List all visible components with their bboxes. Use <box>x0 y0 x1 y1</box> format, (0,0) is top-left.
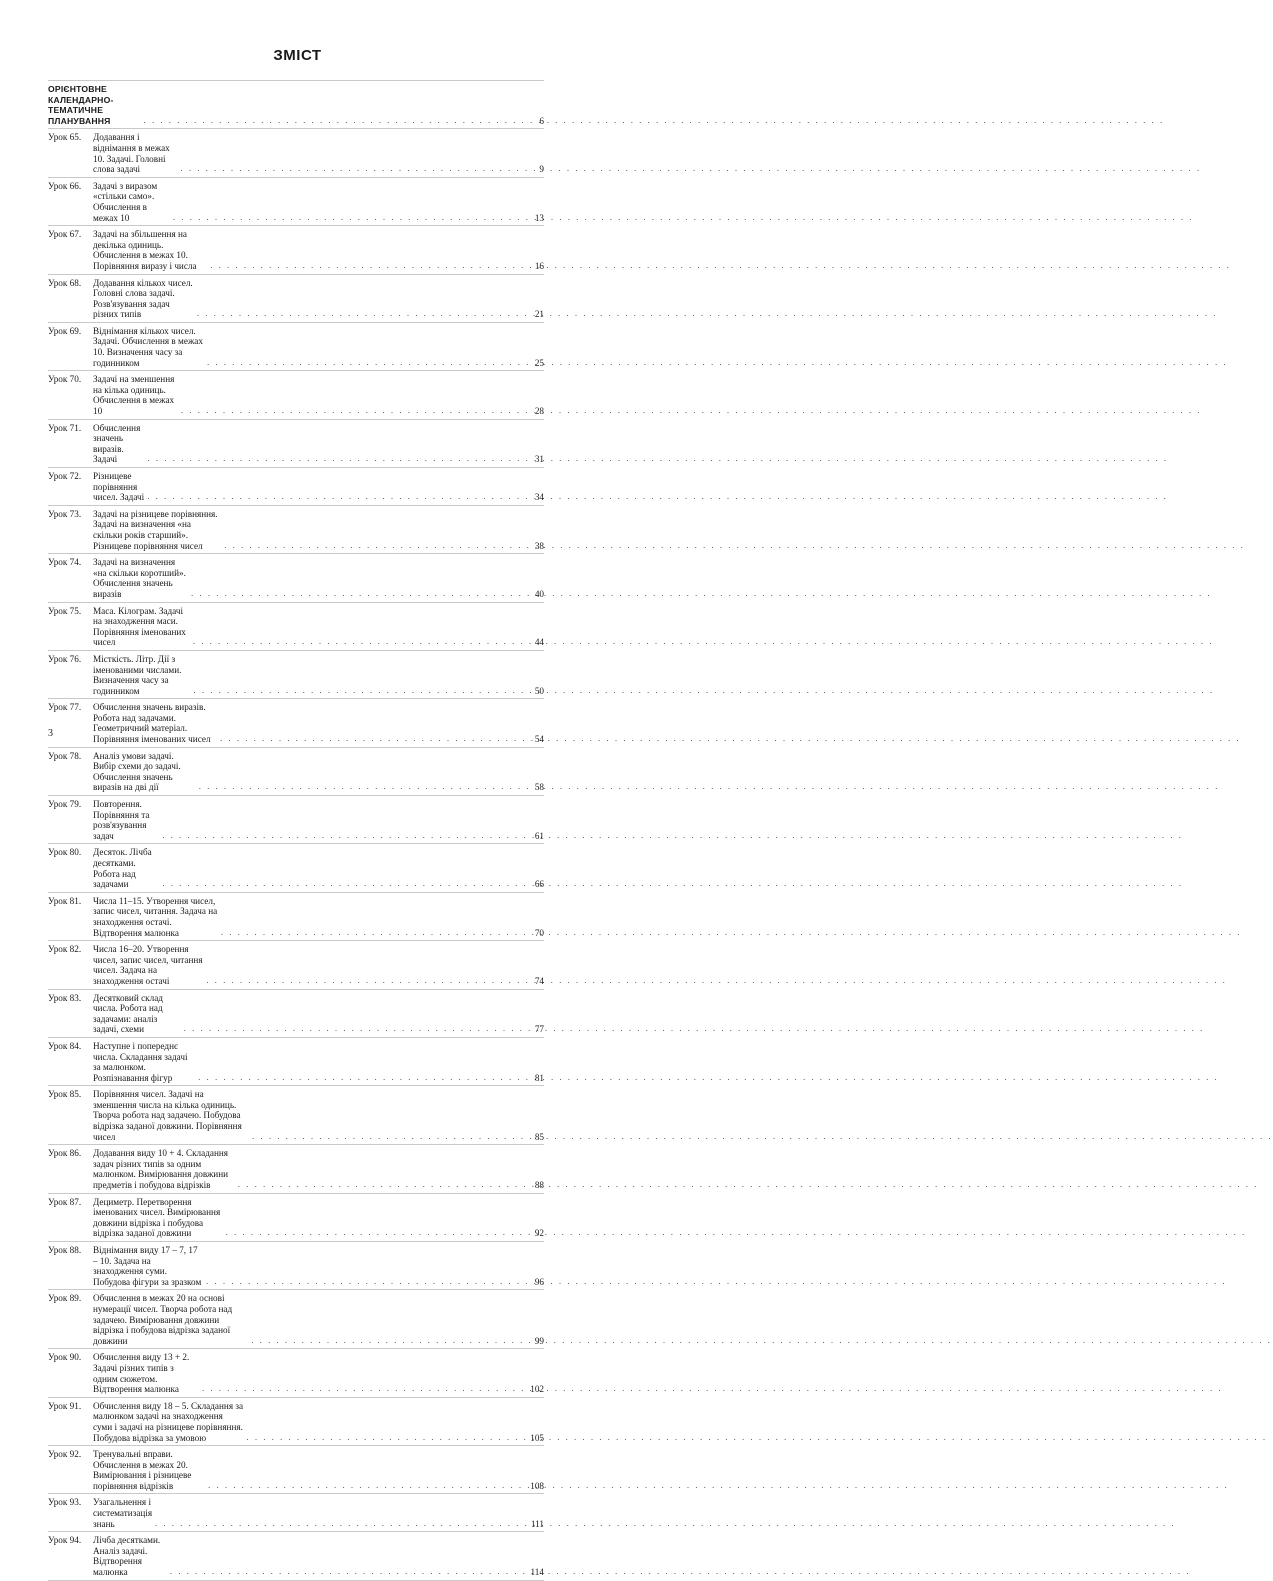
toc-page-number: 70 <box>534 927 544 938</box>
lesson-title: Десятковий склад числа. Робота над задачами: аналіз задачі, схеми <box>93 992 163 1035</box>
toc-page-number: 58 <box>534 782 544 793</box>
toc-entry-body <box>93 278 544 320</box>
toc-row[interactable] <box>48 990 544 1038</box>
toc-row[interactable] <box>48 1398 544 1446</box>
toc-row[interactable] <box>48 1494 544 1532</box>
lesson-title: Маса. Кілограм. Задачі на знаходження маси. Порівняння іменованих чисел <box>93 605 186 648</box>
toc-page-number: 54 <box>534 734 544 745</box>
dot-leader <box>159 831 526 842</box>
toc-page-number: 111 <box>530 1518 544 1529</box>
lesson-number: Урок 80. <box>48 847 82 858</box>
lesson-title: Додавання і віднімання в межах 10. Задачі. Головні слова задачі <box>93 132 170 175</box>
toc-entry-body <box>93 702 544 744</box>
dot-leader <box>145 454 526 465</box>
toc-row[interactable] <box>48 844 544 892</box>
toc-page-number: 108 <box>530 1480 544 1491</box>
lesson-number: Урок 93. <box>48 1497 82 1508</box>
toc-entry-body <box>93 181 544 223</box>
lesson-title: Обчислення значень виразів. Робота над задачами. Геометричний матеріал. Порівняння іменованих чисел <box>93 702 211 745</box>
toc-row[interactable] <box>48 554 544 602</box>
lesson-number: Урок 70. <box>48 374 82 385</box>
toc-entry-body <box>93 471 544 503</box>
toc-page-number: 28 <box>534 406 544 417</box>
toc-row[interactable] <box>48 371 544 419</box>
lesson-title: Числа 16–20. Утворення чисел, запис чисел, читання чисел. Задача на знаходження остачі <box>93 944 203 986</box>
lesson-title: Обчислення виду 13 + 2. Задачі різних типів з одним сюжетом. Відтворення малюнка <box>93 1352 190 1395</box>
dot-leader <box>196 782 526 793</box>
toc-entry-body <box>93 751 544 793</box>
lesson-number: Урок 82. <box>48 944 82 955</box>
toc-row[interactable] <box>48 178 544 226</box>
toc-row[interactable] <box>48 699 544 747</box>
toc-page-number: 40 <box>534 588 544 599</box>
lesson-number: Урок 66. <box>48 180 82 191</box>
lesson-number: Урок 88. <box>48 1245 82 1255</box>
dot-leader <box>167 1567 526 1578</box>
dot-leader <box>244 1433 526 1444</box>
table-of-contents <box>48 80 544 1581</box>
toc-entry-body <box>93 606 544 648</box>
toc-entry-body <box>93 1293 544 1346</box>
lesson-title: Віднімання виду 17 – 7, 17 – 10. Задача на знаходження суми. Побудова фігури за зразком <box>93 1245 202 1287</box>
lesson-number: Урок 89. <box>48 1293 82 1304</box>
toc-entry-body <box>93 654 544 696</box>
toc-page-number: 9 <box>539 164 544 175</box>
toc-row[interactable] <box>48 1242 544 1290</box>
toc-entry-body <box>93 1401 544 1443</box>
lesson-title: Узагальнення і систематизація знань <box>93 1497 153 1529</box>
toc-page-number: 74 <box>534 975 544 986</box>
dot-leader <box>152 1519 526 1530</box>
toc-row[interactable] <box>48 420 544 468</box>
toc-entry-body <box>93 326 544 368</box>
toc-page-number: 61 <box>534 830 544 841</box>
dot-leader <box>181 1024 526 1035</box>
dot-leader <box>199 1384 526 1395</box>
lesson-number: Урок 73. <box>48 508 82 519</box>
toc-page-number: 96 <box>534 1276 544 1287</box>
toc-row[interactable] <box>48 603 544 651</box>
lesson-number: Урок 83. <box>48 992 82 1003</box>
lesson-number: Урок 77. <box>48 702 82 713</box>
lesson-number: Урок 76. <box>48 653 82 664</box>
toc-row[interactable] <box>48 1194 544 1242</box>
page-number: 3 <box>48 728 53 739</box>
toc-page-number: 6 <box>539 115 544 126</box>
toc-page-number: 66 <box>534 879 544 890</box>
dot-leader <box>141 116 526 127</box>
dot-leader <box>217 734 526 745</box>
toc-page-number: 31 <box>534 454 544 465</box>
toc-entry-body <box>48 84 544 126</box>
lesson-title: Повторення. Порівняння та розв'язування задач <box>93 799 150 841</box>
lesson-title: Додавання кількох чисел. Головні слова задачі. Розв'язування задач різних типів <box>93 277 193 320</box>
toc-row[interactable] <box>48 129 544 177</box>
toc-row[interactable] <box>48 323 544 371</box>
lesson-list <box>48 129 544 1580</box>
toc-entry-body <box>93 1449 544 1491</box>
lesson-title: Місткість. Літр. Дії з іменованими числами. Визначення часу за годинником <box>93 653 182 696</box>
lesson-number: Урок 67. <box>48 229 82 240</box>
page-title: ЗМІСТ <box>273 47 322 64</box>
toc-page-number: 102 <box>530 1384 544 1395</box>
toc-page-number: 88 <box>534 1180 544 1191</box>
dot-leader <box>178 406 526 417</box>
toc-row[interactable] <box>48 506 544 554</box>
dot-leader <box>191 686 526 697</box>
lesson-number: Урок 79. <box>48 799 82 810</box>
lesson-number: Урок 85. <box>48 1089 82 1100</box>
toc-row[interactable] <box>48 1086 544 1145</box>
toc-row[interactable] <box>48 1446 544 1494</box>
lesson-title: Віднімання кількох чисел. Задачі. Обчислення в межах 10. Визначення часу за годинником <box>93 325 203 368</box>
toc-row[interactable] <box>48 796 544 844</box>
dot-leader <box>195 1073 526 1084</box>
toc-row[interactable] <box>48 1290 544 1349</box>
dot-leader <box>170 213 526 224</box>
lesson-title: Аналіз умови задачі. Вибір схеми до задачі. Обчислення значень виразів на дві дії <box>93 750 181 793</box>
toc-page-number: 38 <box>534 540 544 551</box>
toc-entry-body <box>93 1497 544 1529</box>
toc-entry-text: ОРІЄНТОВНЕ КАЛЕНДАРНО-ТЕМАТИЧНЕ ПЛАНУВАННЯ <box>48 84 114 126</box>
dot-leader <box>144 492 526 503</box>
lesson-number: Урок 69. <box>48 325 82 336</box>
lesson-title: Обчислення значень виразів. Задачі <box>93 422 141 465</box>
lesson-title: Лічба десятками. Аналіз задачі. Відтворення малюнка <box>93 1535 161 1578</box>
dot-leader <box>203 1277 526 1288</box>
toc-page-number: 16 <box>534 260 544 271</box>
dot-leader <box>221 541 526 552</box>
toc-row[interactable] <box>48 1145 544 1193</box>
dot-leader <box>204 358 526 369</box>
toc-row[interactable] <box>48 1532 544 1580</box>
toc-page-number: 13 <box>534 212 544 223</box>
lesson-number: Урок 81. <box>48 895 82 906</box>
lesson-number: Урок 84. <box>48 1040 82 1051</box>
toc-row[interactable] <box>48 1349 544 1397</box>
toc-row[interactable] <box>48 1038 544 1086</box>
lesson-title: Дециметр. Перетворення іменованих чисел. Вимірювання довжини відрізка і побудова відрізка заданої довжини <box>93 1196 221 1239</box>
toc-entry-body <box>93 799 544 841</box>
toc-page-number: 21 <box>534 309 544 320</box>
toc-row[interactable] <box>48 941 544 989</box>
toc-row[interactable] <box>48 651 544 699</box>
lesson-title: Задачі на визначення «на скільки коротший». Обчислення значень виразів <box>93 557 186 599</box>
toc-page-number: 34 <box>534 492 544 503</box>
lesson-number: Урок 94. <box>48 1535 82 1546</box>
toc-entry-body <box>93 557 544 599</box>
lesson-title: Обчислення в межах 20 на основі нумерації чисел. Творча робота над задачею. Вимірювання довжини відрізка і побудова відрізка заданої довжини <box>93 1293 233 1346</box>
dot-leader <box>203 976 526 987</box>
lesson-number: Урок 91. <box>48 1400 82 1411</box>
dot-leader <box>194 309 526 320</box>
toc-entry-body <box>93 1535 544 1577</box>
toc-entry-body <box>93 374 544 416</box>
dot-leader <box>207 261 526 272</box>
toc-entry-body <box>93 132 544 174</box>
dot-leader <box>248 1336 526 1347</box>
toc-row[interactable] <box>48 226 544 274</box>
lesson-title: Тренувальні вправи. Обчислення в межах 20. Вимірювання і різницеве порівняння відрізків <box>93 1449 192 1491</box>
toc-entry-body <box>93 1148 544 1190</box>
lesson-number: Урок 78. <box>48 750 82 761</box>
dot-leader <box>235 1180 526 1191</box>
toc-page-number: 81 <box>534 1072 544 1083</box>
dot-leader <box>190 637 526 648</box>
toc-page-number: 50 <box>534 685 544 696</box>
toc-entry-body <box>93 423 544 465</box>
lesson-title: Додавання виду 10 + 4. Складання задач різних типів за одним малюнком. Вимірювання довжини предметів і побудова відрізків <box>93 1148 229 1191</box>
dot-leader <box>249 1132 526 1143</box>
dot-leader <box>159 879 526 890</box>
lesson-number: Урок 74. <box>48 557 82 568</box>
toc-row[interactable] <box>48 468 544 506</box>
toc-row[interactable] <box>48 748 544 796</box>
lesson-title: Десяток. Лічба десятками. Робота над задачами <box>93 847 152 890</box>
lesson-title: Наступне і попереднє числа. Складання задачі за малюнком. Розпізнавання фігур <box>93 1040 188 1083</box>
dot-leader <box>223 1228 526 1239</box>
lesson-title: Порівняння чисел. Задачі на зменшення числа на кілька одиниць. Творча робота над задачею. Побудова відрізка заданої довжини. Порівняння чисел <box>93 1089 242 1142</box>
lesson-number: Урок 90. <box>48 1352 82 1363</box>
toc-page-number: 77 <box>534 1024 544 1035</box>
lesson-number: Урок 68. <box>48 277 82 288</box>
toc-page-number: 105 <box>530 1432 544 1443</box>
toc-entry-body <box>93 229 544 271</box>
toc-entry-body <box>93 896 544 938</box>
lesson-title: Задачі на різницеве порівняння. Задачі на визначення «на скільки років старший». Різницеве порівняння чисел <box>93 508 218 551</box>
toc-entry-body <box>93 944 544 986</box>
dot-leader <box>188 589 526 600</box>
lesson-title: Числа 11–15. Утворення чисел, запис чисел, читання. Задача на знаходження остачі. Відтворення малюнка <box>93 895 218 938</box>
toc-entry-body <box>93 509 544 551</box>
lesson-title: Задачі на збільшення на декілька одиниць. Обчислення в межах 10. Порівняння виразу і числа <box>93 229 197 271</box>
toc-row-plan[interactable] <box>48 80 544 129</box>
toc-page-number: 85 <box>534 1131 544 1142</box>
toc-entry-body <box>93 1089 544 1142</box>
lesson-title: Різницеве порівняння чисел. Задачі <box>93 471 145 503</box>
toc-entry-body <box>93 1245 544 1287</box>
toc-entry-body <box>93 847 544 889</box>
toc-page-number: 44 <box>534 637 544 648</box>
toc-page-number: 99 <box>534 1335 544 1346</box>
toc-row[interactable] <box>48 893 544 941</box>
dot-leader <box>178 164 526 175</box>
toc-entry-body <box>93 993 544 1035</box>
dot-leader <box>205 1481 526 1492</box>
toc-entry-body <box>93 1041 544 1083</box>
lesson-number: Урок 92. <box>48 1449 82 1460</box>
lesson-number: Урок 72. <box>48 471 82 481</box>
dot-leader <box>218 928 526 939</box>
lesson-title: Задачі на зменшення на кілька одиниць. Обчислення в межах 10 <box>93 374 175 417</box>
toc-page-number: 25 <box>534 357 544 368</box>
lesson-number: Урок 65. <box>48 132 82 143</box>
toc-entry-body <box>93 1352 544 1394</box>
toc-entry-body <box>93 1197 544 1239</box>
toc-page-number: 92 <box>534 1228 544 1239</box>
lesson-number: Урок 87. <box>48 1196 82 1207</box>
lesson-number: Урок 75. <box>48 605 82 616</box>
toc-page-number: 114 <box>530 1567 544 1578</box>
lesson-title: Задачі з виразом «стільки само». Обчислення в межах 10 <box>93 180 158 223</box>
lesson-title: Обчислення виду 18 – 5. Складання за малюнком задачі на знаходження суми і задачі на різницеве порівняння. Побудова відрізка за умовою <box>93 1400 244 1443</box>
lesson-number: Урок 71. <box>48 422 82 433</box>
lesson-number: Урок 86. <box>48 1148 82 1159</box>
toc-row[interactable] <box>48 275 544 323</box>
